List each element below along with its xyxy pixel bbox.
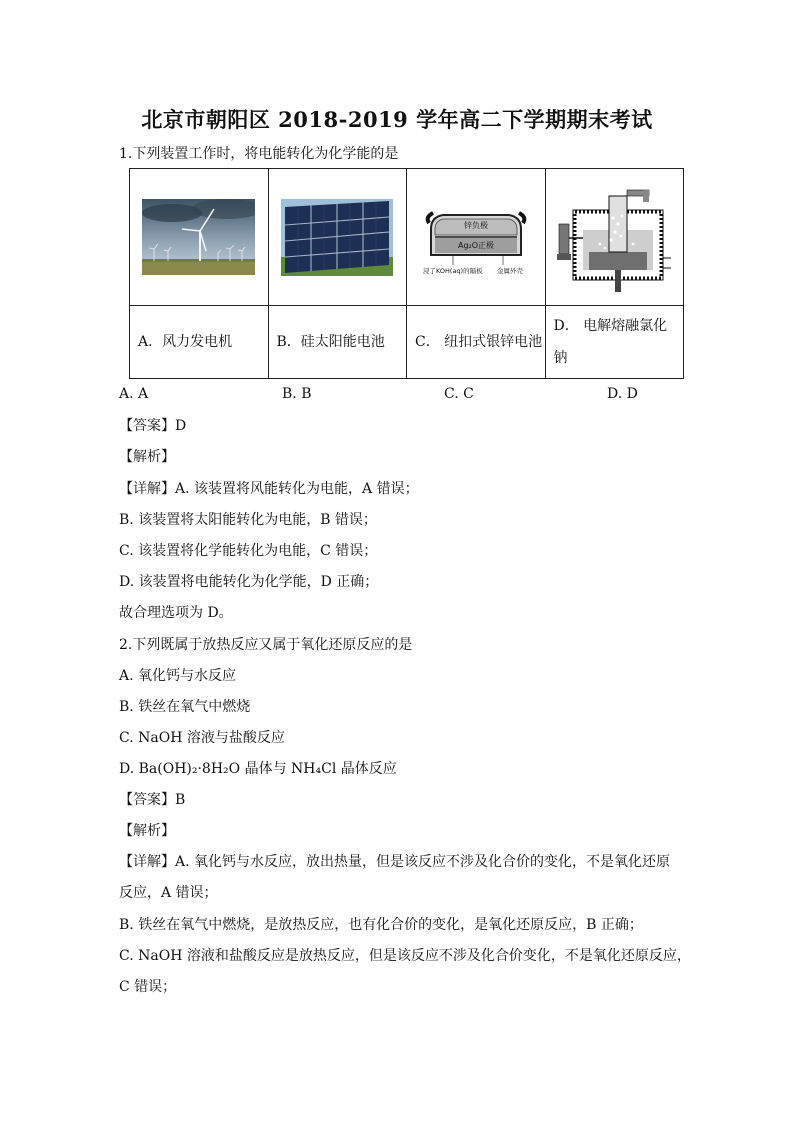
q2-option-c: C. NaOH 溶液与盐酸反应 bbox=[119, 730, 285, 746]
q2-detail-line: C. NaOH 溶液和盐酸反应是放热反应，但是该反应不涉及化合价变化，不是氧化还原反应， bbox=[119, 948, 691, 964]
q2-option-b: B. 铁丝在氧气中燃烧 bbox=[119, 699, 251, 715]
q2-answer: 【答案】B bbox=[119, 792, 186, 808]
solar-panel-photo-cell bbox=[268, 169, 407, 306]
q2-detail-line: 【详解】A. 氧化钙与水反应，放出热量，但是该反应不涉及化合价的变化，不是氧化还原 bbox=[119, 854, 671, 870]
q2-option-d: D. Ba(OH)₂·8H₂O 晶体与 NH₄Cl 晶体反应 bbox=[119, 761, 397, 777]
wind-turbine-photo-cell bbox=[130, 169, 269, 306]
q1-stem: 1.下列装置工作时，将电能转化为化学能的是 bbox=[119, 146, 399, 162]
cell-shell-label: 金属外壳 bbox=[496, 267, 523, 275]
q1-option-b: B. B bbox=[282, 386, 312, 402]
device-label-b: B．硅太阳能电池 bbox=[268, 306, 407, 379]
device-label-d: D． 电解熔融氯化钠 bbox=[545, 306, 684, 379]
q1-detail-line: D. 该装置将电能转化为化学能，D 正确； bbox=[119, 574, 379, 590]
page-title: 北京市朝阳区 2018-2019 学年高二下学期期末考试 bbox=[141, 107, 653, 132]
q1-option-a: A. A bbox=[119, 386, 149, 402]
q1-option-d: D. D bbox=[607, 386, 638, 402]
q1-detail-line: C. 该装置将化学能转化为电能，C 错误； bbox=[119, 543, 378, 559]
device-label-a: A．风力发电机 bbox=[130, 306, 269, 379]
cell-top-label: 锌负极 bbox=[463, 221, 488, 230]
button-cell-diagram-cell bbox=[407, 169, 546, 306]
wind-turbine-photo-icon bbox=[142, 199, 255, 275]
q1-answer: 【答案】D bbox=[119, 418, 187, 434]
q1-analysis-heading: 【解析】 bbox=[119, 449, 175, 465]
q2-detail-line: 反应，A 错误； bbox=[119, 885, 218, 901]
electrolysis-cell-diagram-icon bbox=[555, 178, 673, 296]
q1-option-c: C. C bbox=[444, 386, 474, 402]
device-label-c: C． 纽扣式银锌电池 bbox=[407, 306, 546, 379]
q1-detail-line: 【详解】A. 该装置将风能转化为电能，A 错误； bbox=[119, 481, 419, 497]
q2-detail-line: B. 铁丝在氧气中燃烧，是放热反应，也有化合价的变化，是氧化还原反应，B 正确； bbox=[119, 917, 643, 933]
q1-conclusion: 故合理选项为 D。 bbox=[119, 605, 233, 621]
solar-panel-photo-icon bbox=[281, 199, 393, 276]
cell-separator-label: 浸了KOH(aq)的隔板 bbox=[422, 267, 483, 275]
q2-stem: 2.下列既属于放热反应又属于氧化还原反应的是 bbox=[119, 637, 413, 653]
electrolysis-cell-diagram-cell bbox=[545, 169, 684, 306]
q1-detail-line: B. 该装置将太阳能转化为电能，B 错误； bbox=[119, 512, 377, 528]
q2-analysis-heading: 【解析】 bbox=[119, 823, 175, 839]
q1-device-table bbox=[129, 168, 684, 379]
cell-middle-label: Ag₂O正极 bbox=[457, 241, 494, 250]
button-cell-diagram-icon bbox=[417, 195, 535, 279]
q2-detail-line: C 错误； bbox=[119, 979, 177, 995]
q2-option-a: A. 氧化钙与水反应 bbox=[119, 668, 237, 684]
